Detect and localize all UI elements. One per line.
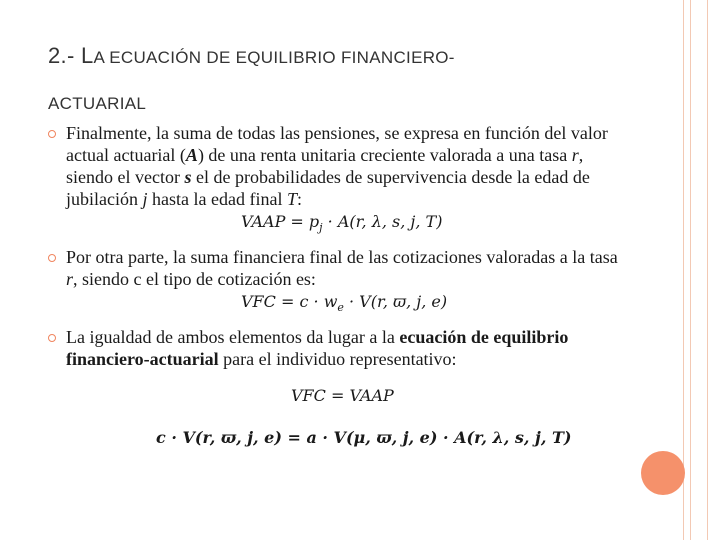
variable: A xyxy=(185,145,198,165)
bullet-text: Por otra parte, la suma financiera final de las cotizaciones valoradas a la tasa xyxy=(66,247,618,268)
bullet-text: hasta la edad final xyxy=(147,189,287,209)
bullet-pensions xyxy=(48,122,628,240)
equation-balance: c · V(r, ϖ, j, e) = a · V(μ, ϖ, j, e) · A(r, λ, s, j, T) xyxy=(156,428,572,448)
bold-term: ecuación de equilibrio financiero-actuarial xyxy=(66,327,569,370)
bullet-dot-icon xyxy=(48,334,56,342)
decorative-rail-left xyxy=(683,0,684,540)
equation-part: VFC = c · w xyxy=(241,292,338,312)
bullet-contributions xyxy=(48,246,628,320)
equation-vfc xyxy=(66,290,628,320)
bullet-text: , siendo el vector xyxy=(66,145,584,187)
equation-vfc-vaap: VFC = VAAP xyxy=(291,386,394,406)
equation-subscript: e xyxy=(337,301,344,315)
bullet-equality xyxy=(48,326,628,450)
bullet-text: para el individuo representativo: xyxy=(218,349,457,370)
decorative-rail-right xyxy=(707,0,708,540)
bullet-text: La igualdad de ambos elementos da lugar a la xyxy=(66,327,400,348)
title-prefix: 2.- L xyxy=(48,43,94,68)
bullet-text: el de probabilidades de supervivencia desde la edad de jubilación xyxy=(66,167,590,209)
bullet-dot-icon xyxy=(48,130,56,138)
bullet-dot-icon xyxy=(48,254,56,262)
title-line2: ACTUARIAL xyxy=(48,94,147,113)
equation-part: VAAP = p xyxy=(241,212,320,231)
variable: r xyxy=(66,269,74,290)
decorative-rail-middle xyxy=(690,0,691,540)
slide-title xyxy=(48,34,648,126)
equation-subscript: j xyxy=(319,221,323,235)
equation-vaap xyxy=(66,210,628,240)
slide-content xyxy=(48,122,628,450)
bullet-text: , siendo c el tipo de cotización es: xyxy=(73,269,316,290)
variable: j xyxy=(142,189,148,209)
bullet-text: : xyxy=(296,189,302,209)
variable: r xyxy=(571,145,579,165)
bullet-text: ) de una renta unitaria creciente valorada a una tasa xyxy=(197,145,572,165)
decorative-circle xyxy=(641,451,685,495)
variable: T xyxy=(286,189,297,209)
equation-part: · A(r, λ, s, j, T) xyxy=(322,212,443,231)
variable: s xyxy=(184,167,192,187)
title-line1: A ECUACIÓN DE EQUILIBRIO FINANCIERO- xyxy=(93,48,455,67)
bullet-text: Finalmente, la suma de todas las pensiones, se expresa en función del valor actual actuarial ( xyxy=(66,123,608,165)
equation-part: · V(r, ϖ, j, e) xyxy=(343,292,448,312)
